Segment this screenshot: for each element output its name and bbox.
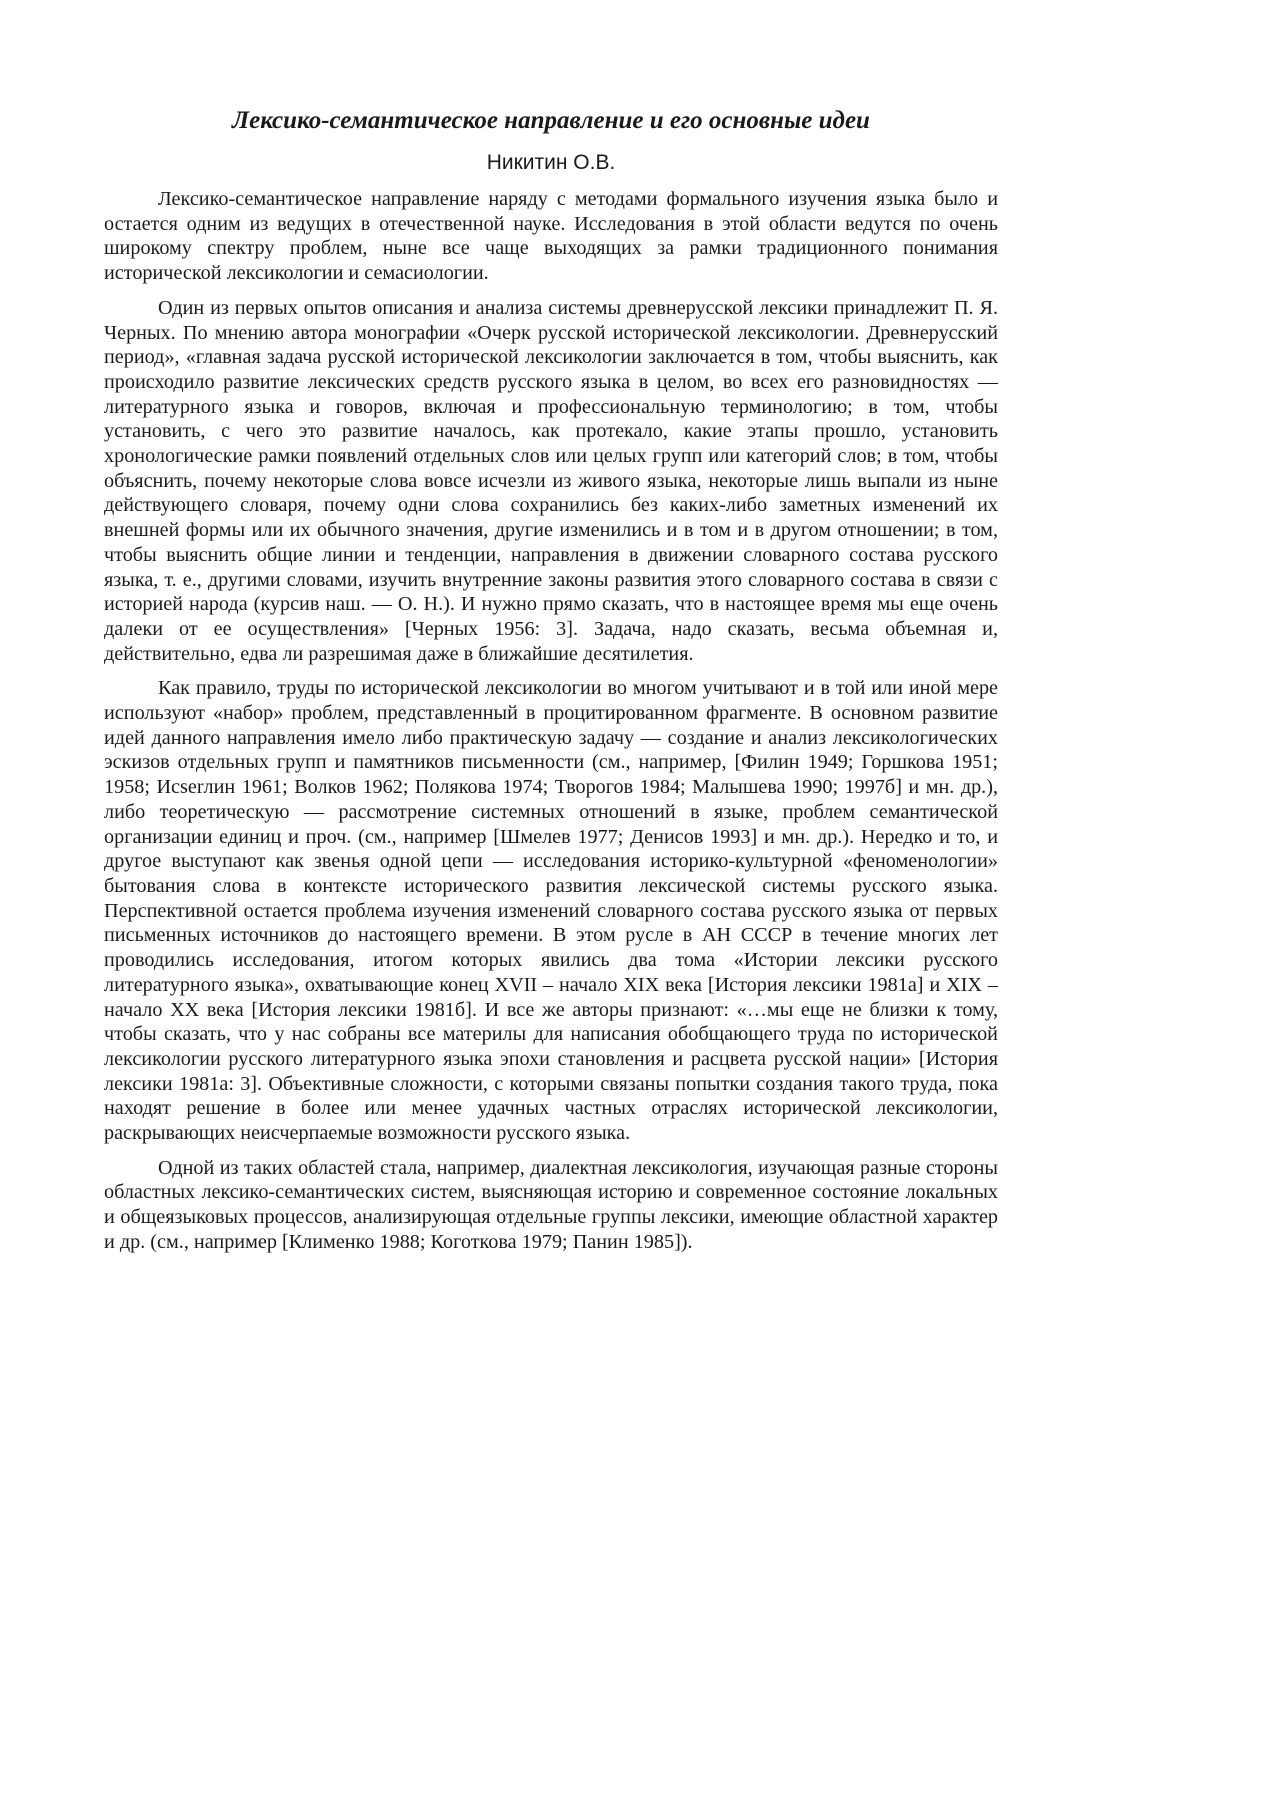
document-body bbox=[104, 187, 998, 1265]
paragraph-3: Как правило, труды по исторической лексикологии во многом учитывают и в той или иной мере используют «набор» проблем, представленный в процитированном фрагменте. В основном развитие идей данного направления имело либо практическую задачу — создание и анализ лексикологических эскизов отдельных групп и памятников письменности (см., например, [Филин 1949; Горшкова 1951; 1958; Исserлин 1961; Волков 1962; Полякова 1974; Творогов 1984; Малышева 1990; 1997б] и мн. др.), либо теоретическую — рассмотрение системных отношений в языке, проблем семантической организации единиц и проч. (см., например [Шмелев 1977; Денисов 1993] и мн. др.). Нередко и то, и другое выступают как звенья одной цепи — исследования историко-культурной «феноменологии» бытования слова в контексте исторического развития лексической системы русского языка. Перспективной остается проблема изучения изменений словарного состава русского языка от первых письменных источников до настоящего времени. В этом русле в АН СССР в течение многих лет проводились исследования, итогом которых явились два тома «Истории лексики русского литературного языка», охватывающие конец XVII – начало XIX века [История лексики 1981а] и XIX – начало XX века [История лексики 1981б]. И все же авторы признают: «…мы еще не близки к тому, чтобы сказать, что у нас собраны все материлы для написания обобщающего труда по исторической лексикологии русского литературного языка эпохи становления и расцвета русской нации» [История лексики 1981а: 3]. Объективные сложности, с которыми связаны попытки создания такого труда, пока находят решение в более или менее удачных частных отраслях исторической лексикологии, раскрывающих неисчерпаемые возможности русского языка. bbox=[104, 677, 998, 1145]
document-author: Никитин О.В. bbox=[486, 151, 616, 174]
paragraph-2: Один из первых опытов описания и анализа системы древнерусской лексики принадлежит П. Я. Черных. По мнению автора монографии «Очерк русской исторической лексикологии. Древнерусский период», «главная задача русской исторической лексикологии заключается в том, чтобы выяснить, как происходило развитие лексических средств русского языка в целом, во всех его разновидностях — литературного языка и говоров, включая и профессиональную терминологию; в том, чтобы установить, с чего это развитие началось, как протекало, какие этапы прошло, установить хронологические рамки появлений отдельных слов или целых групп или категорий слов; в том, чтобы объяснить, почему некоторые слова вовсе исчезли из живого языка, некоторые лишь выпали из ныне действующего словаря, почему одни слова сохранились без каких-либо заметных изменений их внешней формы или их обычного значения, другие изменились и в том и в другом отношении; в том, чтобы выяснить общие линии и тенденции, направления в движении словарного состава русского языка, т. е., другими словами, изучить внутренние законы развития этого словарного состава в связи с историей народа (курсив наш. — О. Н.). И нужно прямо сказать, что в настоящее время мы еще очень далеки от ее осуществления» [Черных 1956: 3]. Задача, надо сказать, весьма объемная и, действительно, едва ли разрешимая даже в ближайшие десятилетия. bbox=[104, 296, 998, 665]
document-title: Лексико-семантическое направление и его основные идеи bbox=[232, 107, 870, 134]
paragraph-1: Лексико-семантическое направление наряду с методами формального изучения языка было и остается одним из ведущих в отечественной науке. Исследования в этой области ведутся по очень широкому спектру проблем, ныне все чаще выходящих за рамки традиционного понимания исторической лексикологии и семасиологии. bbox=[104, 188, 998, 285]
paragraph-4: Одной из таких областей стала, например, диалектная лексикология, изучающая разные стороны областных лексико-семантических систем, выясняющая историю и современное состояние локальных и общеязыковых процессов, анализирующая отдельные группы лексики, имеющие областной характер и др. (см., например [Клименко 1988; Коготкова 1979; Панин 1985]). bbox=[104, 1156, 998, 1253]
